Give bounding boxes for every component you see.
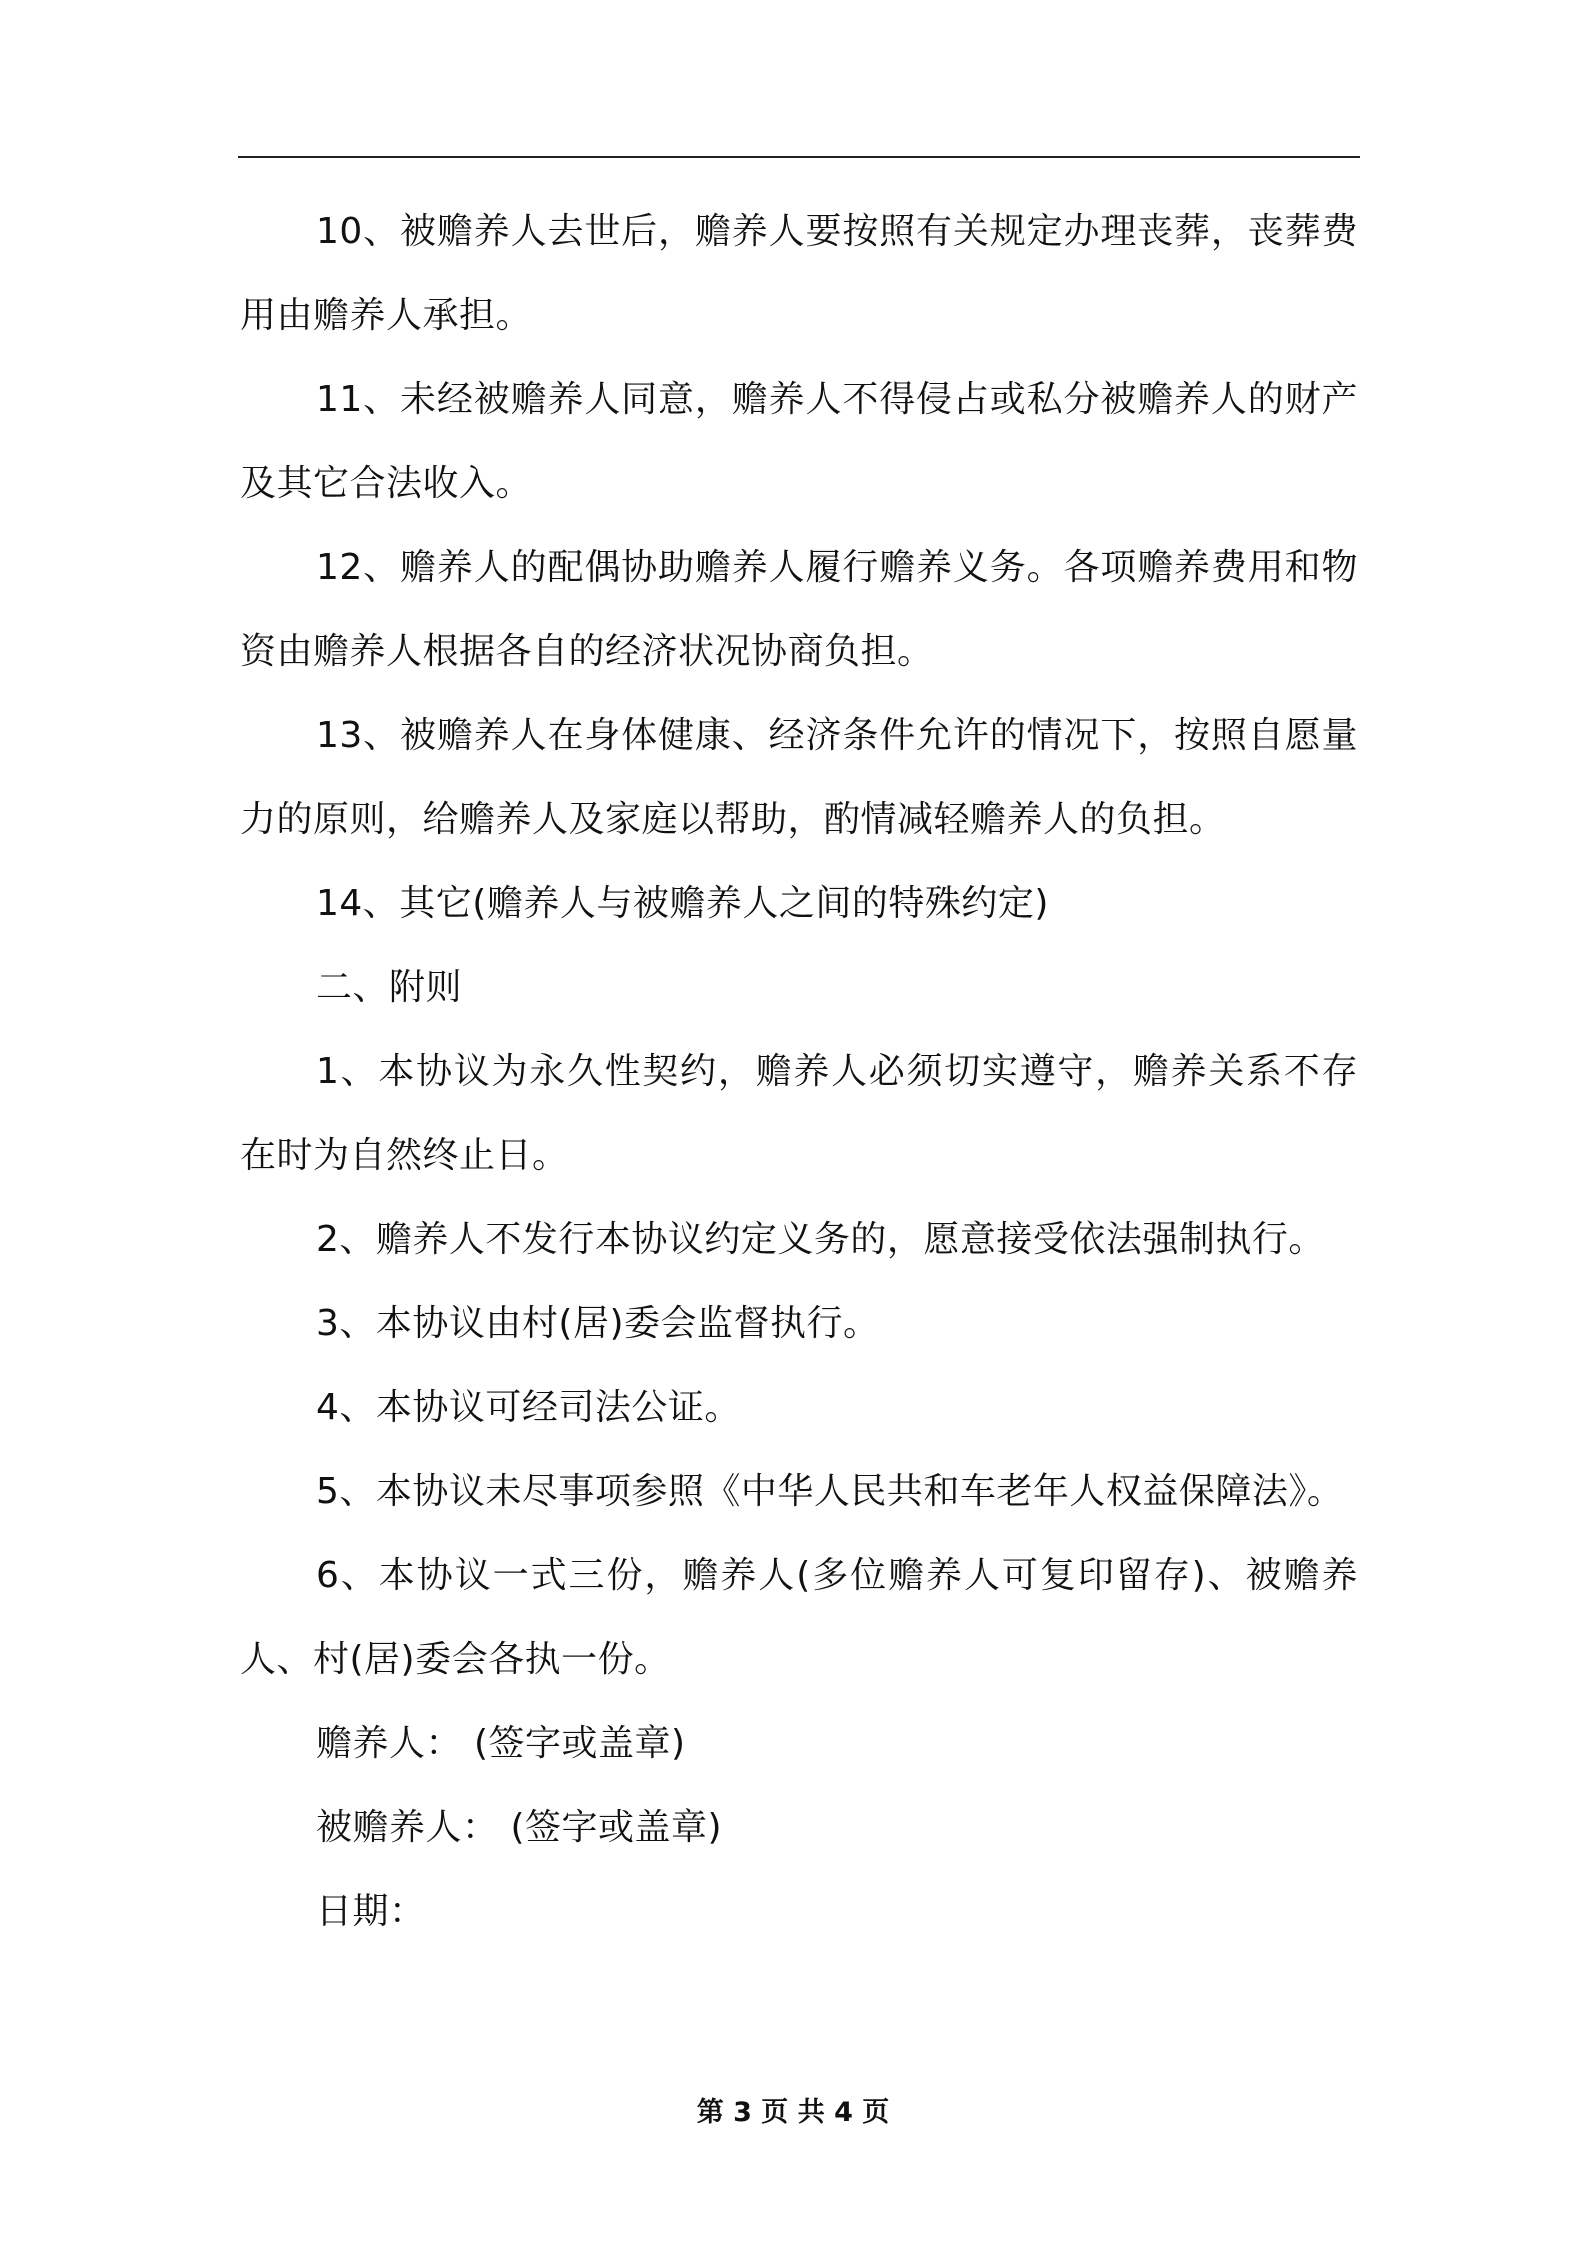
appendix-clause-6: 6、本协议一式三份，赡养人(多位赡养人可复印留存)、被赡养人、村(居)委会各执一份。 (240, 1555, 1358, 1680)
signature-date: 日期： (316, 1891, 426, 1932)
signature-supporter: 赡养人： (签字或盖章) (316, 1723, 686, 1764)
clause-11: 11、未经被赡养人同意，赡养人不得侵占或私分被赡养人的财产 及其它合法收入。 (240, 379, 1358, 504)
clause-14: 14、其它(赡养人与被赡养人之间的特殊约定) (316, 883, 1049, 924)
document-body (240, 190, 1358, 1954)
clause-10: 10、被赡养人去世后，赡养人要按照有关规定办理丧葬，丧葬费用由赡养人承担。 (240, 211, 1358, 336)
appendix-clause-1: 1、本协议为永久性契约，赡养人必须切实遵守，赡养关系不存在时为自然终止日。 (240, 1051, 1358, 1176)
header-rule (238, 156, 1360, 158)
appendix-clause-2: 2、赡养人不发行本协议约定义务的，愿意接受依法强制执行。 (316, 1219, 1325, 1260)
section-heading-appendix: 二、附则 (316, 967, 463, 1008)
clause-13: 13、被赡养人在身体健康、经济条件允许的情况下，按照自愿量力的原则，给赡养人及家庭以帮助，酌情减轻赡养人的负担。 (240, 715, 1358, 840)
page-number-footer: 第 3 页 共 4 页 (696, 2097, 890, 2128)
appendix-clause-3: 3、本协议由村(居)委会监督执行。 (316, 1303, 880, 1344)
signature-supported: 被赡养人： (签字或盖章) (316, 1807, 723, 1848)
appendix-clause-5: 5、本协议未尽事项参照《中华人民共和车老年人权益保障法》。 (316, 1471, 1344, 1512)
appendix-clause-4: 4、本协议可经司法公证。 (316, 1387, 741, 1428)
clause-12: 12、赡养人的配偶协助赡养人履行赡养义务。各项赡养费用和物资由赡养人根据各自的经济状况协商负担。 (240, 547, 1358, 672)
